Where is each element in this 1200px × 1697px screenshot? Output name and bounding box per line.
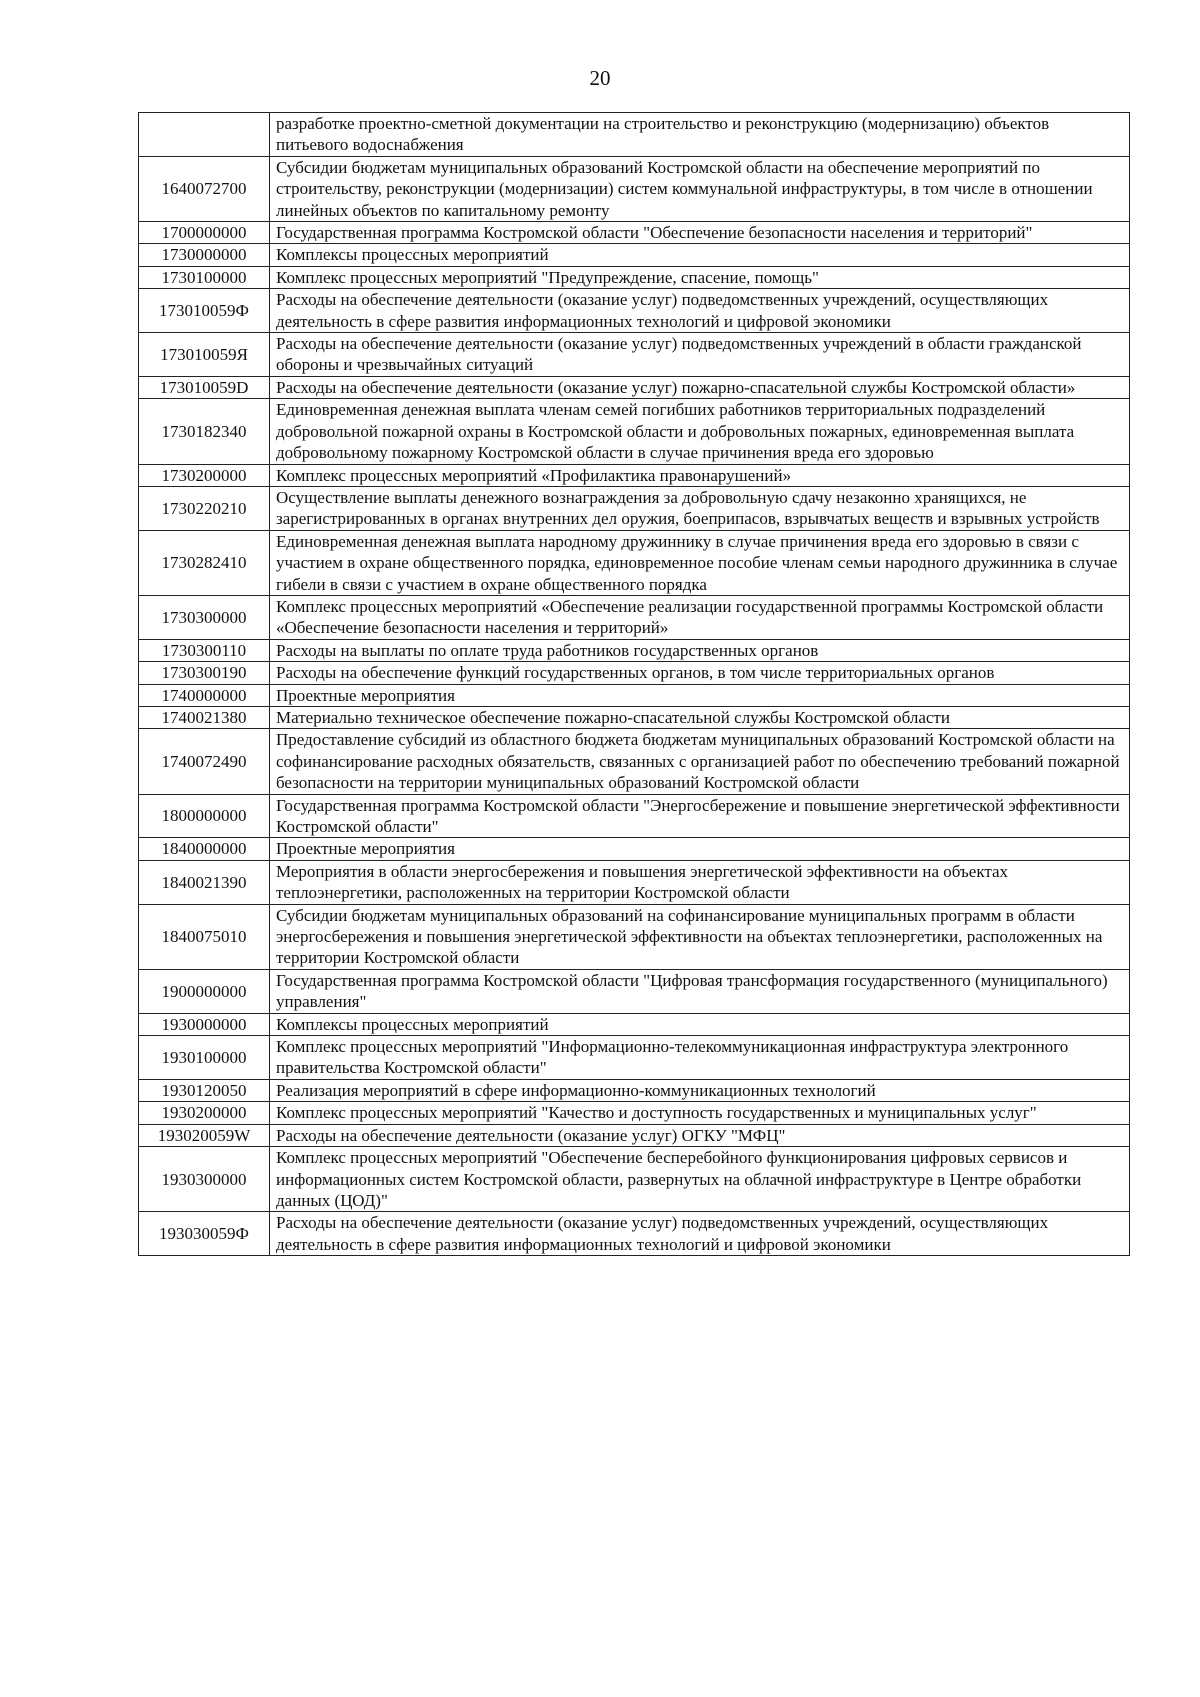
table-row [139,729,1130,794]
row-description: Единовременная денежная выплата членам семей погибших работников территориальных подразделений добровольной пожарной охраны в Костромской области и добровольных пожарных, единовременная выплата добровольному пожарному Костромской области в случае причинения вреда его здоровью [270,399,1130,464]
table-row [139,486,1130,530]
row-description: Субсидии бюджетам муниципальных образований Костромской области на обеспечение мероприятий по строительству, реконструкции (модернизации) систем коммунальной инфраструктуры, в том числе в отношении линейных объектов по капитальному ремонту [270,156,1130,221]
table-row [139,113,1130,157]
row-description: Комплексы процессных мероприятий [270,1013,1130,1035]
row-code: 193020059W [139,1124,270,1146]
table-row [139,1124,1130,1146]
row-code: 193030059Ф [139,1212,270,1256]
row-description: Расходы на обеспечение деятельности (оказание услуг) пожарно-спасательной службы Костромской области» [270,376,1130,398]
row-description: Предоставление субсидий из областного бюджета бюджетам муниципальных образований Костромской области на софинансирование расходных обязательств, связанных с организацией работ по обеспечению требований пожарной безопасности на территории муниципальных образований Костромской области [270,729,1130,794]
table-row [139,399,1130,464]
row-description: Комплекс процессных мероприятий "Обеспечение бесперебойного функционирования цифровых сервисов и информационных систем Костромской области, развернутых на облачной инфраструктуре в Центре обработки данных (ЦОД)" [270,1147,1130,1212]
row-code: 1930300000 [139,1147,270,1212]
row-code: 1930200000 [139,1102,270,1124]
row-description: Проектные мероприятия [270,838,1130,860]
table-row [139,794,1130,838]
row-code: 1730300110 [139,639,270,661]
table-row [139,969,1130,1013]
row-code: 1740072490 [139,729,270,794]
row-description: Государственная программа Костромской области "Энергосбережение и повышение энергетической эффективности Костромской области" [270,794,1130,838]
row-description: Проектные мероприятия [270,684,1130,706]
row-description: Единовременная денежная выплата народному дружиннику в случае причинения вреда его здоровью в связи с участием в охране общественного порядка, единовременное пособие членам семьи народного дружинника в случае гибели в связи с участием в охране общественного порядка [270,530,1130,595]
table-row [139,289,1130,333]
table-row [139,1147,1130,1212]
table-row [139,376,1130,398]
row-description: Комплекс процессных мероприятий "Информационно-телекоммуникационная инфраструктура электронного правительства Костромской области" [270,1036,1130,1080]
table-row [139,156,1130,221]
row-description: Государственная программа Костромской области "Обеспечение безопасности населения и территорий" [270,222,1130,244]
row-code: 1900000000 [139,969,270,1013]
row-code: 1730220210 [139,486,270,530]
row-description: Материально техническое обеспечение пожарно-спасательной службы Костромской области [270,706,1130,728]
row-code: 1930120050 [139,1079,270,1101]
row-code: 173010059Я [139,333,270,377]
row-description: Расходы на обеспечение деятельности (оказание услуг) ОГКУ "МФЦ" [270,1124,1130,1146]
row-code: 1800000000 [139,794,270,838]
row-description: Расходы на выплаты по оплате труда работников государственных органов [270,639,1130,661]
row-description: Комплекс процессных мероприятий "Предупреждение, спасение, помощь" [270,266,1130,288]
row-code: 1730200000 [139,464,270,486]
row-code: 1730182340 [139,399,270,464]
table-row [139,684,1130,706]
row-code: 173010059Ф [139,289,270,333]
row-code: 1740000000 [139,684,270,706]
table-row [139,662,1130,684]
row-description: Комплекс процессных мероприятий «Обеспечение реализации государственной программы Костромской области «Обеспечение безопасности населения и территорий» [270,595,1130,639]
row-description: Осуществление выплаты денежного вознаграждения за добровольную сдачу незаконно хранящихся, не зарегистрированных в органах внутренних дел оружия, боеприпасов, взрывчатых веществ и взрывных устройств [270,486,1130,530]
table-row [139,464,1130,486]
row-code: 1730300000 [139,595,270,639]
row-code: 173010059D [139,376,270,398]
table-row [139,1079,1130,1101]
table-row [139,266,1130,288]
table-row [139,1102,1130,1124]
table-row [139,333,1130,377]
row-description: разработке проектно-сметной документации на строительство и реконструкцию (модернизацию) объектов питьевого водоснабжения [270,113,1130,157]
row-description: Комплексы процессных мероприятий [270,244,1130,266]
row-description: Государственная программа Костромской области "Цифровая трансформация государственного (муниципального) управления" [270,969,1130,1013]
page-number: 20 [589,66,611,90]
table-row [139,1212,1130,1256]
row-code: 1930000000 [139,1013,270,1035]
row-description: Мероприятия в области энергосбережения и повышения энергетической эффективности на объектах теплоэнергетики, расположенных на территории Костромской области [270,860,1130,904]
table-row [139,595,1130,639]
row-description: Расходы на обеспечение функций государственных органов, в том числе территориальных органов [270,662,1130,684]
row-description: Расходы на обеспечение деятельности (оказание услуг) подведомственных учреждений, осуществляющих деятельность в сфере развития информационных технологий и цифровой экономики [270,1212,1130,1256]
row-code: 1840075010 [139,904,270,969]
row-code: 1730282410 [139,530,270,595]
table-row [139,222,1130,244]
row-code: 1730000000 [139,244,270,266]
table-row [139,838,1130,860]
table-row [139,530,1130,595]
row-code: 1730300190 [139,662,270,684]
row-code: 1840000000 [139,838,270,860]
table-row [139,860,1130,904]
table-row [139,1036,1130,1080]
row-code [139,113,270,157]
table-row [139,904,1130,969]
row-code: 1730100000 [139,266,270,288]
row-description: Субсидии бюджетам муниципальных образований на софинансирование муниципальных программ в области энергосбережения и повышения энергетической эффективности на объектах теплоэнергетики, расположенных на территории Костромской области [270,904,1130,969]
table-row [139,706,1130,728]
row-description: Реализация мероприятий в сфере информационно-коммуникационных технологий [270,1079,1130,1101]
row-description: Комплекс процессных мероприятий "Качество и доступность государственных и муниципальных услуг" [270,1102,1130,1124]
row-description: Комплекс процессных мероприятий «Профилактика правонарушений» [270,464,1130,486]
row-description: Расходы на обеспечение деятельности (оказание услуг) подведомственных учреждений в области гражданской обороны и чрезвычайных ситуаций [270,333,1130,377]
budget-code-table [138,112,1130,1256]
table-row [139,639,1130,661]
row-code: 1640072700 [139,156,270,221]
row-code: 1840021390 [139,860,270,904]
table-row [139,244,1130,266]
row-code: 1930100000 [139,1036,270,1080]
row-description: Расходы на обеспечение деятельности (оказание услуг) подведомственных учреждений, осуществляющих деятельность в сфере развития информационных технологий и цифровой экономики [270,289,1130,333]
row-code: 1700000000 [139,222,270,244]
table-row [139,1013,1130,1035]
row-code: 1740021380 [139,706,270,728]
